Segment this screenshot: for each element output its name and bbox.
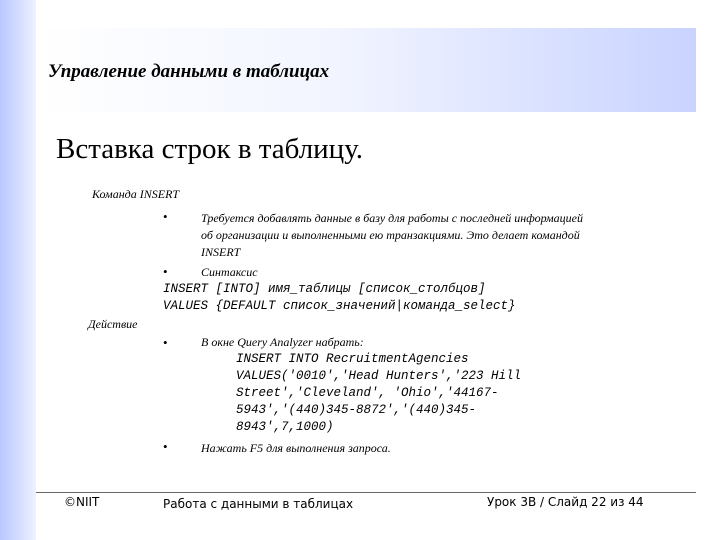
footer-copyright: ©NIIT xyxy=(64,495,100,509)
step-1-code xyxy=(236,351,521,436)
footer-slide-number: Урок 3B / Слайд 22 из 44 xyxy=(487,495,644,509)
bullet-1-text xyxy=(201,210,583,261)
step-1-label: В окне Query Analyzer набрать: xyxy=(201,335,364,349)
code-line: VALUES('0010','Head Hunters','223 Hill xyxy=(236,369,522,383)
footer-divider xyxy=(36,492,696,493)
left-decor-bar xyxy=(0,0,36,540)
syntax-code xyxy=(163,281,516,315)
bullet-1-glyph: • xyxy=(163,209,168,224)
code-line: Street','Cleveland', 'Ohio','44167- xyxy=(236,386,499,400)
command-label: Команда INSERT xyxy=(92,187,180,201)
code-line: 5943','(440)345-8872','(440)345- xyxy=(236,403,477,417)
code-line: 8943',7,1000) xyxy=(236,420,334,434)
slide-heading: Вставка строк в таблицу. xyxy=(56,133,364,165)
bullet-2-glyph: • xyxy=(163,264,168,279)
syntax-line: INSERT [INTO] имя_таблицы [список_столбцов] xyxy=(163,282,486,296)
syntax-line: VALUES {DEFAULT список_значений|команда_select} xyxy=(163,299,516,313)
bullet-1-line: INSERT xyxy=(201,245,241,259)
bullet-1-line: об организации и выполненными ею транзакциями. Это делает командой xyxy=(201,228,580,242)
step-2-label: Нажать F5 для выполнения запроса. xyxy=(201,441,391,455)
action-label: Действие xyxy=(88,317,138,331)
code-line: INSERT INTO RecruitmentAgencies xyxy=(236,352,469,366)
syntax-label: Синтаксис xyxy=(201,265,258,279)
bullet-4-glyph: • xyxy=(163,439,168,454)
bullet-3-glyph: • xyxy=(163,335,168,350)
slide-section-title: Управление данными в таблицах xyxy=(48,61,330,82)
bullet-1-line: Требуется добавлять данные в базу для работы с последней информацией xyxy=(201,211,583,225)
footer-topic: Работа с данными в таблицах xyxy=(163,497,354,511)
